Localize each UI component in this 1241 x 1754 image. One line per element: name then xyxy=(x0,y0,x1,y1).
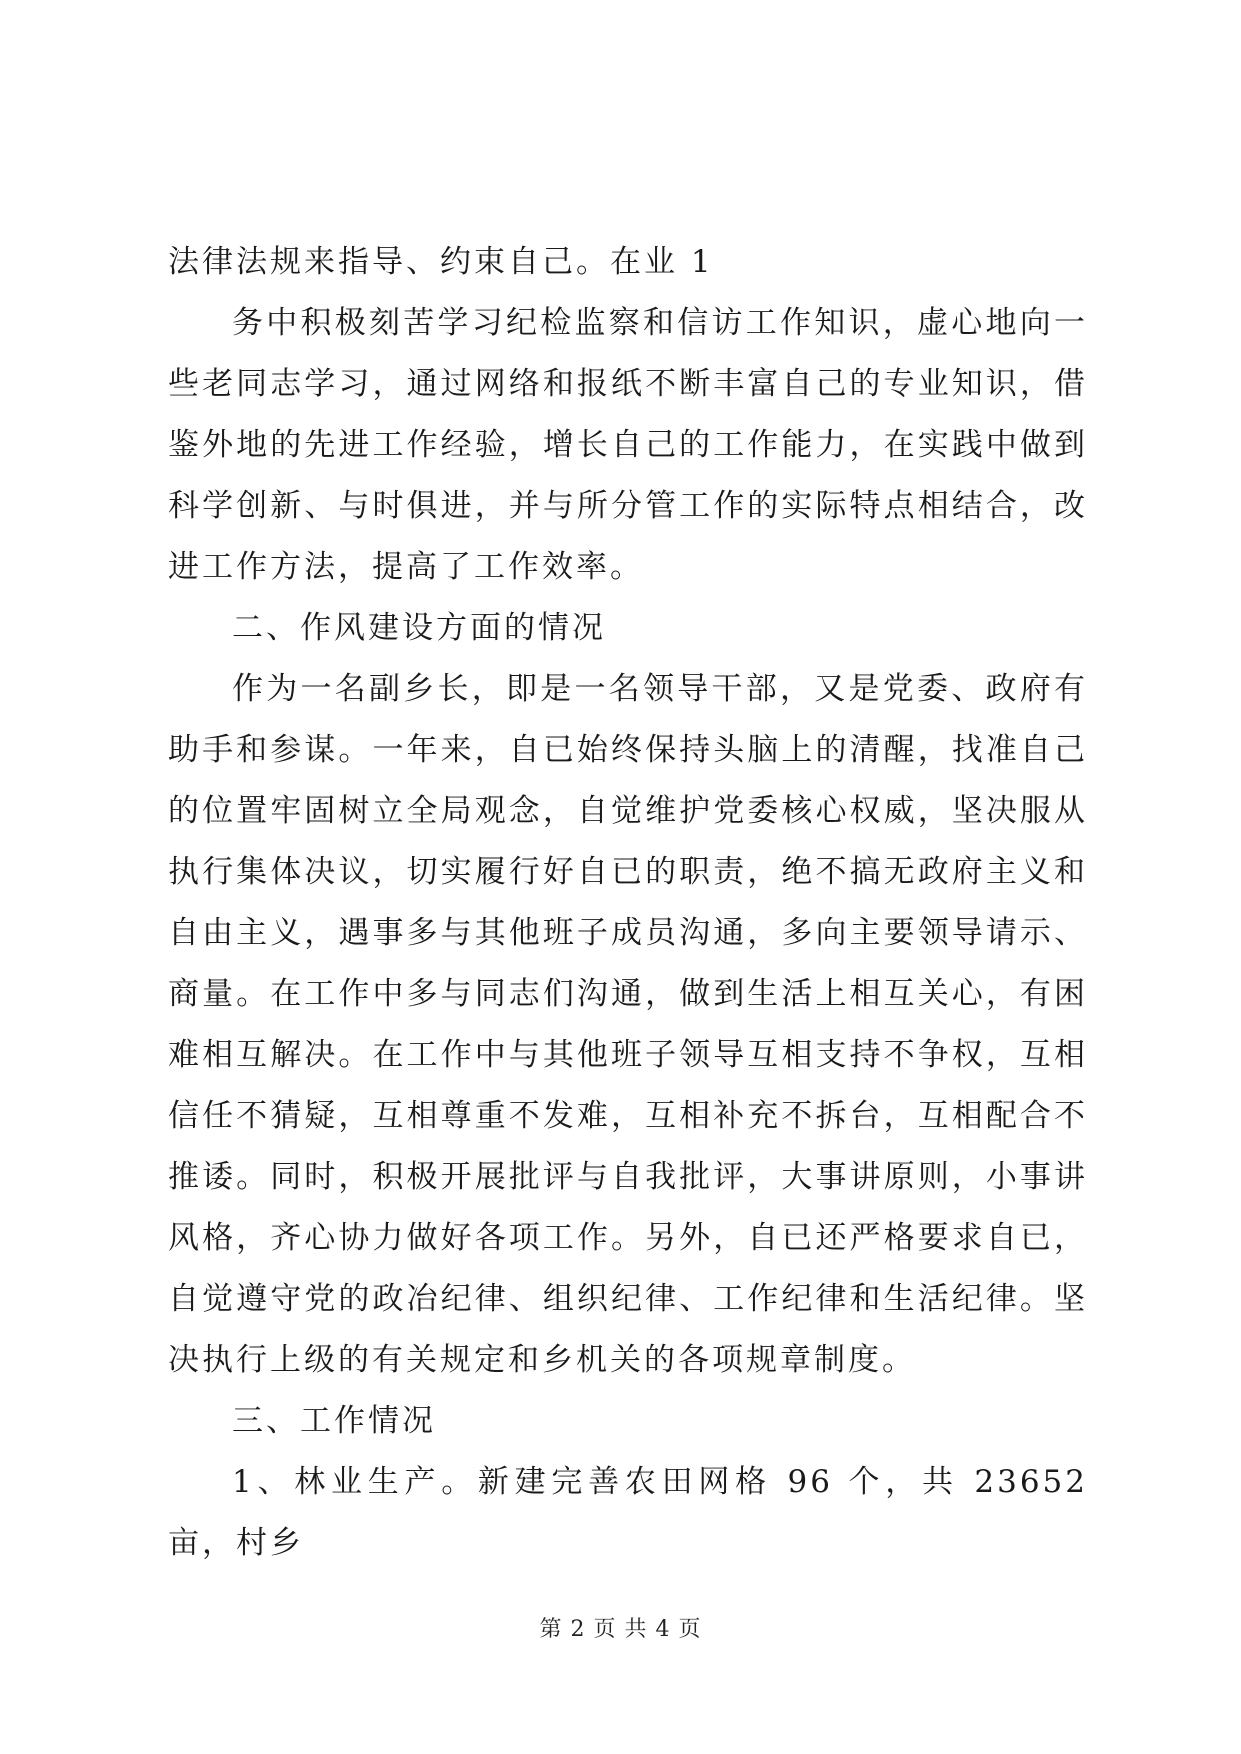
document-body xyxy=(168,232,1088,1574)
section-heading-style: 二、作风建设方面的情况 xyxy=(232,610,606,646)
paragraph-continuation: 法律法规来指导、约束自己。在业 1 xyxy=(168,244,714,280)
paragraph-study: 务中积极刻苦学习纪检监察和信访工作知识，虚心地向一些老同志学习，通过网络和报纸不断丰富自己的专业知识，借鉴外地的先进工作经验，增长自己的工作能力，在实践中做到科学创新、与时俱进，并与所分管工作的实际特点相结合，改进工作方法，提高了工作效率。 xyxy=(168,305,1088,585)
paragraph-style: 作为一名副乡长，即是一名领导干部，又是党委、政府有助手和参谋。一年来，自已始终保持头脑上的清醒，找准自己的位置牢固树立全局观念，自觉维护党委核心权威，坚决服从执行集体决议，切实履行好自已的职责，绝不搞无政府主义和自由主义，遇事多与其他班子成员沟通，多向主要领导请示、商量。在工作中多与同志们沟通，做到生活上相互关心，有困难相互解决。在工作中与其他班子领导互相支持不争权，互相信任不猜疑，互相尊重不发难，互相补充不拆台，互相配合不推诿。同时，积极开展批评与自我批评，大事讲原则，小事讲风格，齐心协力做好各项工作。另外，自已还严格要求自已，自觉遵守党的政冶纪律、组织纪律、工作纪律和生活纪律。坚决执行上级的有关规定和乡机关的各项规章制度。 xyxy=(168,671,1088,1378)
paragraph-forestry: 1、林业生产。新建完善农田网格 96 个，共 23652 亩，村乡 xyxy=(168,1464,1088,1561)
section-heading-work: 三、工作情况 xyxy=(232,1403,436,1439)
page-number-footer: 第 2 页 共 4 页 xyxy=(539,1617,702,1642)
